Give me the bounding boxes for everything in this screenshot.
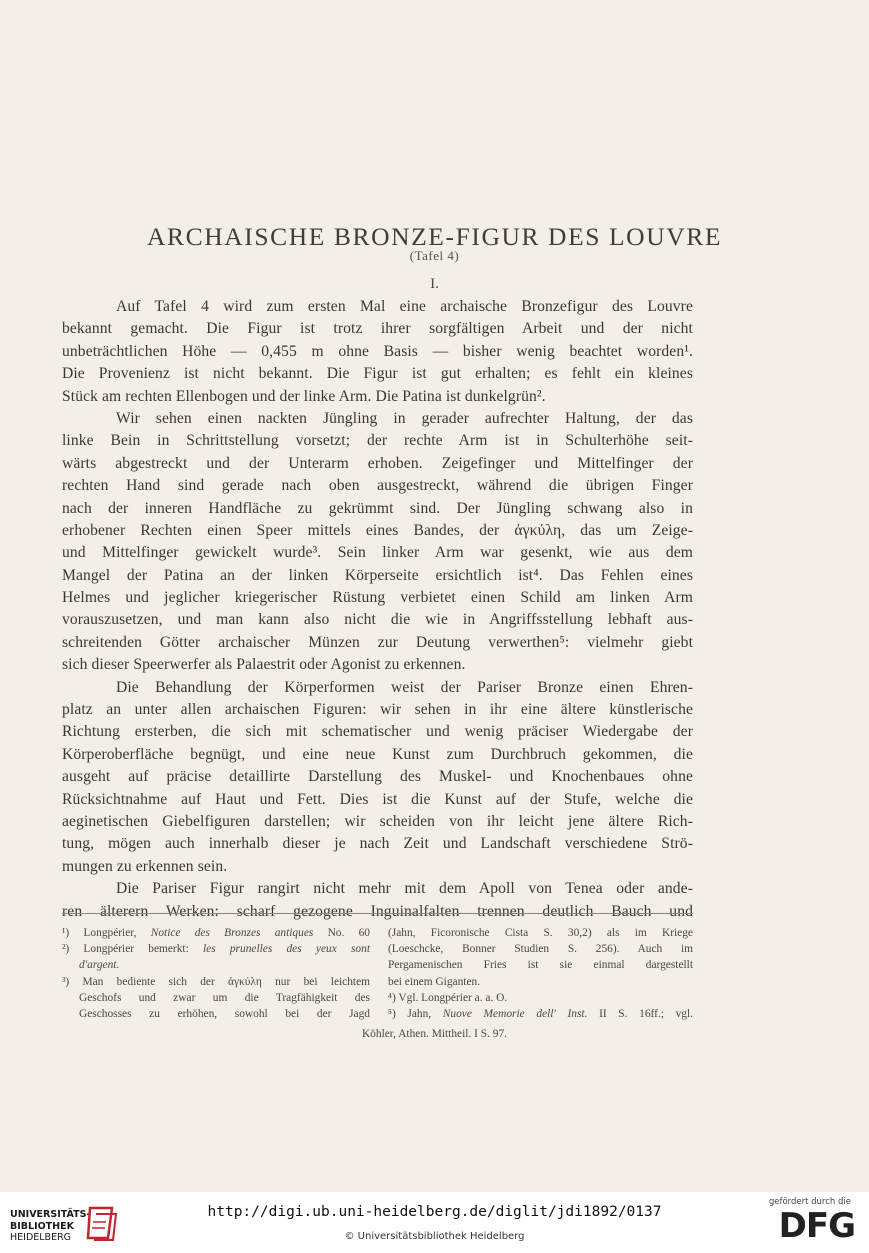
library-name: UNIVERSITÄTS- BIBLIOTHEK HEIDELBERG: [10, 1209, 91, 1243]
footnote-divider: [62, 913, 693, 914]
body-line: linke Bein in Schrittstellung vorsetzt; der rechte Arm ist in Schulterhöhe seit-: [62, 432, 693, 450]
footnote-line: ⁵) Jahn, Nuove Memorie dell' Inst. II S. 16ff.; vgl.: [388, 1007, 693, 1020]
footnote-line: ¹) Longpérier, Notice des Bronzes antiques No. 60: [62, 927, 370, 939]
body-line: ren älterern Werken: scharf gezogene Inguinalfalten trennen deutlich Bauch und: [62, 902, 693, 920]
footnotes-right-column: [388, 925, 693, 1022]
footnote-line: Geschofs und zwar um die Tragfähigkeit des: [79, 991, 370, 1004]
body-line: Auf Tafel 4 wird zum ersten Mal eine archaische Bronzefigur des Louvre: [116, 298, 693, 315]
body-line: Rücksichtnahme auf Haut und Fett. Dies ist die Kunst auf der Stufe, welche die: [62, 790, 693, 808]
article-body: [62, 296, 693, 923]
funding-text: gefördert durch die: [768, 1197, 851, 1207]
body-line: wärts abgestreckt und der Unterarm erhoben. Zeigefinger und Mittelfinger der: [62, 454, 693, 472]
body-line: tung, mögen auch innerhalb dieser je nach Zeit und Landschaft verschiedene Strö-: [62, 835, 693, 853]
body-line: Körperoberfläche begnügt, und eine neue Kunst zum Durchbruch gekommen, die: [62, 745, 693, 763]
body-line: mungen zu erkennen sein.: [62, 857, 228, 875]
body-line: Richtung ersterben, die sich mit schematischer und wenig präciser Wiedergabe der: [62, 723, 693, 741]
body-line: Mangel der Patina an der linken Körperseite ersichtlich ist⁴. Das Fehlen eines: [62, 566, 693, 584]
body-line: und Mittelfinger gewickelt wurde³. Sein linker Arm war gesenkt, wie aus dem: [62, 544, 693, 562]
body-line: erhobener Rechten einen Speer mittels eines Bandes, der ἀγκύλη, das um Zeige-: [62, 521, 693, 539]
article-title: ARCHAISCHE BRONZE-FIGUR DES LOUVRE: [146, 222, 723, 251]
body-line: nach der inneren Handfläche zu gekrümmt sind. Der Jüngling schwang also in: [62, 499, 693, 517]
footnote-line: (Jahn, Ficoronische Cista S. 30,2) als im Kriege: [388, 927, 693, 939]
body-line: bekannt gemacht. Die Figur ist trotz ihrer sorgfältigen Arbeit und der nicht: [62, 320, 693, 338]
body-line: sich dieser Speerwerfer als Palaestrit oder Agonist zu erkennen.: [62, 656, 466, 674]
body-line: rechten Hand sind gerade nach oben ausgestreckt, während die übrigen Finger: [62, 477, 693, 495]
digitization-footer: [0, 1192, 869, 1253]
footnote-continuation: Köhler, Athen. Mittheil. I S. 97.: [361, 1028, 508, 1040]
footnotes-left-column: [62, 925, 370, 1022]
body-line: unbeträchtlichen Höhe — 0,455 m ohne Basis — bisher wenig beachtet worden¹.: [62, 342, 693, 360]
body-line: Die Behandlung der Körperformen weist der Pariser Bronze einen Ehren-: [116, 678, 693, 696]
footnote-line: Pergamenischen Fries ist sie einmal dargestellt: [388, 959, 693, 972]
footnote-line: (Loeschcke, Bonner Studien S. 256). Auch im: [388, 943, 693, 956]
body-line: platz an unter allen archaischen Figuren: wir sehen in ihr eine ältere künstlerische: [62, 701, 693, 719]
section-number: I.: [430, 276, 439, 292]
body-line: schreitenden Götter archaischer Münzen zur Deutung verwerthen⁵: vielmehr giebt: [62, 633, 693, 651]
body-line: vorauszusetzen, und man kann also nicht die wie in Angriffsstellung lebhaft aus-: [62, 611, 693, 629]
footnote-line: Geschosses zu erhöhen, sowohl bei der Jagd: [79, 1007, 370, 1020]
copyright-notice: © Universitätsbibliothek Heidelberg: [344, 1231, 525, 1242]
body-line: Wir sehen einen nackten Jüngling in gerader aufrechter Haltung, der das: [116, 409, 693, 427]
footnote-line: ³) Man bediente sich der ἀγκύλη nur bei leichtem: [62, 975, 370, 988]
plate-reference: (Tafel 4): [409, 248, 460, 263]
body-line: Helmes und jeglicher kriegerischer Rüstung verbietet einen Schild am linken Arm: [62, 589, 693, 607]
body-line: Die Provenienz ist nicht bekannt. Die Figur ist gut erhalten; es fehlt ein kleines: [62, 365, 693, 383]
footnote-line: d'argent.: [79, 959, 120, 972]
body-line: Stück am rechten Ellenbogen und der linke Arm. Die Patina ist dunkelgrün².: [62, 387, 546, 405]
body-line: aeginetischen Giebelfiguren darstellen; wir scheiden von ihr leicht jene ältere Rich-: [62, 812, 693, 830]
dfg-logo: DFG: [778, 1206, 855, 1246]
body-line: ausgeht auf präcise detaillirte Darstellung des Muskel- und Knochenbaues ohne: [62, 768, 693, 786]
footnote-line: ²) Longpérier bemerkt: les prunelles des yeux sont: [62, 943, 370, 956]
footnote-line: bei einem Giganten.: [388, 975, 481, 988]
permalink-url[interactable]: http://digi.ub.uni-heidelberg.de/diglit/jdi1892/0137: [207, 1204, 662, 1220]
footnote-line: ⁴) Vgl. Longpérier a. a. O.: [388, 991, 508, 1004]
body-line: Die Pariser Figur rangirt nicht mehr mit dem Apoll von Tenea oder ande-: [116, 880, 693, 898]
